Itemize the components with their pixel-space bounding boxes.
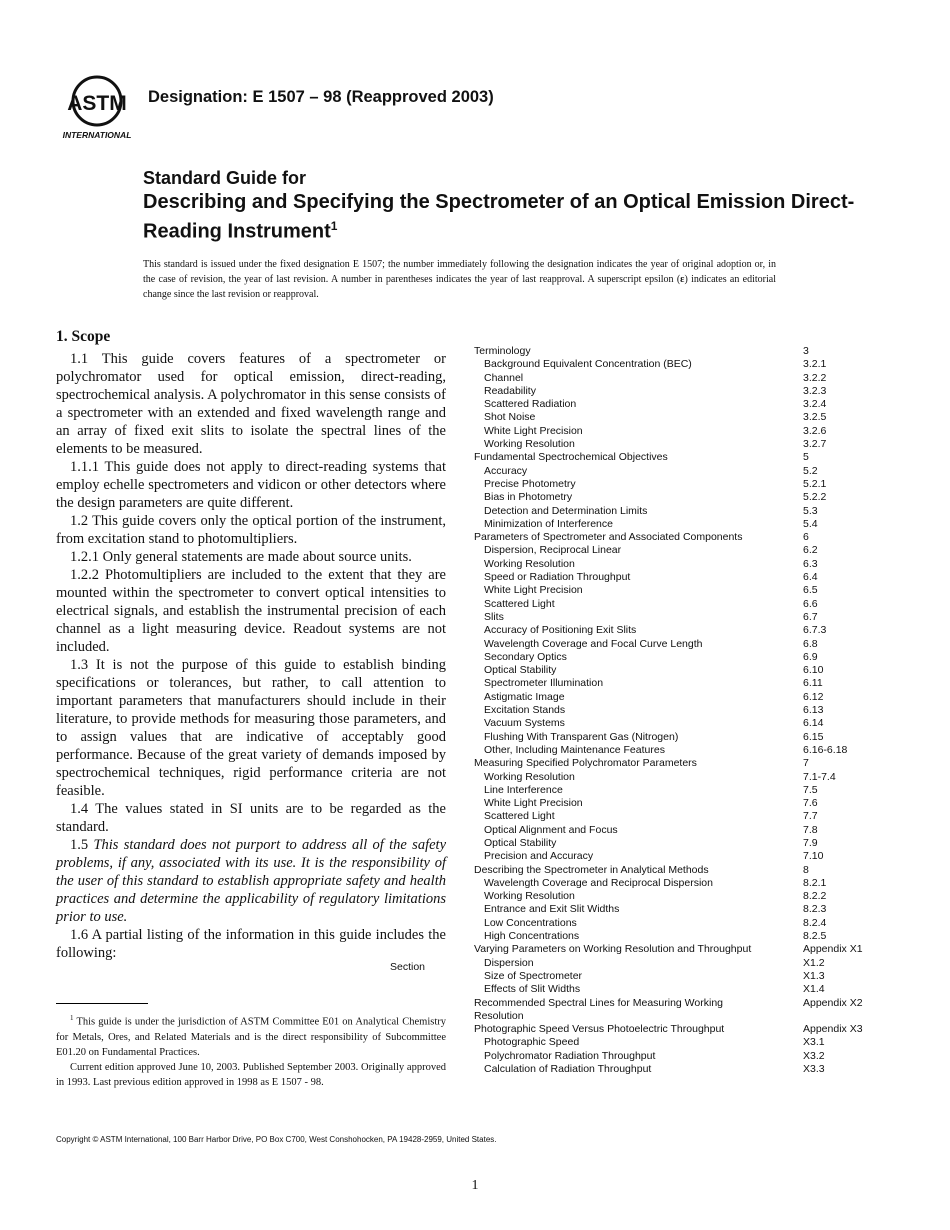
toc-label: Scattered Radiation [484,398,577,411]
toc-row [474,917,874,930]
toc-row [474,425,874,438]
toc-label: Working Resolution [484,557,575,570]
toc-section-number: 6.12 [803,690,824,703]
toc-label: Photographic Speed Versus Photoelectric Throughput [474,1023,725,1036]
toc-label: Scattered Light [484,810,555,823]
toc-label: Minimization of Interference [484,517,613,530]
toc-row [474,571,874,584]
toc-row [474,877,874,890]
toc-section-number: 8.2.4 [803,916,827,929]
toc-section-number: 6.14 [803,717,824,730]
toc-section-number: 6.7 [803,610,818,623]
issuance-note [143,257,776,302]
toc-label: Size of Spectrometer [484,969,583,982]
toc-section-number: 6.8 [803,637,818,650]
toc-section-number: 6.9 [803,650,818,663]
toc-section-number: 6.11 [803,677,823,690]
toc-label: Optical Alignment and Focus [484,823,618,836]
toc-label: Speed or Radiation Throughput [484,571,631,584]
toc-row [474,903,874,916]
toc-label: Entrance and Exit Slit Widths [484,903,620,916]
toc-section-number: 6.15 [803,730,824,743]
toc-section-number: Appendix X1 [803,943,863,956]
toc-row [474,930,874,943]
toc-section-number: 3.2.5 [803,411,827,424]
toc-label: Vacuum Systems [484,717,565,730]
toc-section-number: 7.1-7.4 [803,770,836,783]
svg-text:ASTM: ASTM [67,92,127,115]
toc-row [474,797,874,810]
toc-section-number: 7.7 [803,810,818,823]
toc-section-number: 6.13 [803,704,824,717]
toc-section-number: 3.2.1 [803,358,827,371]
toc-label: Astigmatic Image [484,690,565,703]
toc-label: Low Concentrations [484,916,577,929]
toc-row [474,810,874,823]
toc-row [474,957,874,970]
toc-section-number: Appendix X3 [803,1023,863,1036]
toc-label: Working Resolution [484,770,575,783]
toc-section-number: X1.4 [803,983,825,996]
toc-label: Fundamental Spectrochemical Objectives [474,451,668,464]
title-footnote-mark: 1 [330,219,338,233]
toc-row [474,358,874,371]
toc-section-number: 5.2 [803,464,818,477]
toc-row [474,651,874,664]
toc-section-number: 3.2.7 [803,438,827,451]
title-main [143,190,863,244]
toc-section-number: 5.3 [803,504,818,517]
footnotes [56,1011,446,1090]
scope-paragraph: 1.4 The values stated in SI units are to be regarded as the standard. [56,801,446,835]
toc-section-number: 8.2.3 [803,903,827,916]
toc-row [474,664,874,677]
toc-label: Shot Noise [484,411,536,424]
toc-label: Other, Including Maintenance Features [484,743,665,756]
toc-label: Working Resolution [484,890,575,903]
toc-section-number: 7 [803,757,809,770]
toc-row [474,451,874,464]
toc-label: White Light Precision [484,424,583,437]
toc-row [474,544,874,557]
toc-label: Detection and Determination Limits [484,504,648,517]
toc-label: Excitation Stands [484,704,566,717]
toc-section-number: 3.2.3 [803,384,827,397]
footnote-mark: 1 [70,1014,74,1022]
toc-section-number: 3.2.6 [803,424,827,437]
toc-label: Effects of Slit Widths [484,983,581,996]
astm-international-logo [57,74,137,142]
scope-paragraph: 1.3 It is not the purpose of this guide to establish binding specifications or tolerances, but rather, to call attention to important parameters that manufacturers should include in their literature, to provide methods for measuring those parameters, and to assign values that are indicative of acceptably good performance. Because of the great variety of demands imposed by spectrochemical techniques, rigid performance criteria are not feasible. [56,657,446,799]
toc-row [474,558,874,571]
toc-row [474,850,874,863]
toc-label: Slits [484,610,504,623]
toc-label: Precise Photometry [484,477,576,490]
toc-row [474,1023,874,1036]
toc-row [474,584,874,597]
toc-label: Photographic Speed [484,1036,580,1049]
toc-row [474,943,874,956]
toc-section-number: 5.4 [803,517,818,530]
toc-label: Spectrometer Illumination [484,677,604,690]
toc-row [474,598,874,611]
toc-row [474,411,874,424]
toc-section-number: 3.2.4 [803,398,827,411]
footnote-text: This guide is under the jurisdiction of ASTM Committee E01 on Analytical Chemistry for Metals, Ores, and Related Materials and is the direct responsibility of Subcommittee E01.20 on Fundamental Practices. [56,1016,446,1058]
toc-row [474,731,874,744]
footnote-divider [56,1003,148,1004]
toc-row [474,744,874,757]
toc-row [474,611,874,624]
toc-row [474,478,874,491]
toc-section-number: X1.2 [803,956,825,969]
toc-row [474,890,874,903]
toc-label: Varying Parameters on Working Resolution and Throughput [474,943,752,956]
toc-label: Secondary Optics [484,650,567,663]
toc-section-number: Appendix X2 [803,996,863,1009]
toc-section-number: X1.3 [803,969,825,982]
toc-section-number: 6.16-6.18 [803,743,848,756]
footnote-1 [56,1011,446,1060]
toc-label: Readability [484,384,536,397]
toc-label: Channel [484,371,524,384]
toc-label: Working Resolution [484,438,575,451]
toc-row [474,837,874,850]
designation: Designation: E 1507 – 98 (Reapproved 2003) [148,88,494,106]
toc-section-number: 6.4 [803,571,818,584]
toc-row [474,1050,874,1063]
toc-section-number: 7.10 [803,850,824,863]
toc-section-number: 6.5 [803,584,818,597]
safety-caveat-text: This standard does not purport to address all of the safety problems, if any, associated with its use. It is the responsibility of the user of this standard to establish appropriate safety and health practices and determine the applicability of regulatory limitations prior to use. [56,837,447,925]
toc-label: White Light Precision [484,584,583,597]
toc-label: Measuring Specified Polychromator Parameters [474,757,697,770]
toc-label: Flushing With Transparent Gas (Nitrogen) [484,730,679,743]
scope-paragraph: 1.2.2 Photomultipliers are included to the extent that they are mounted within the spectrometer to convert optical intensities to electrical signals, and establish the instrumental precision of each channel as a light measuring device. Readout systems are not included. [56,567,446,655]
scope-heading: 1. Scope [56,328,111,345]
toc-label: Calculation of Radiation Throughput [484,1063,652,1076]
page-number: 1 [471,1178,479,1193]
toc-section-number: X3.1 [803,1036,825,1049]
toc-row [474,983,874,996]
toc-row [474,345,874,358]
toc-section-number: 6.6 [803,597,818,610]
toc-label: Terminology [474,345,531,357]
toc-label: Optical Stability [484,836,557,849]
toc-row [474,784,874,797]
toc-section-number: 5.2.1 [803,477,827,490]
toc-row [474,757,874,770]
toc-label: Accuracy [484,464,528,477]
toc-section-number: 5.2.2 [803,491,827,504]
toc-section-number: 8.2.1 [803,876,827,889]
toc-row [474,438,874,451]
toc-section-number: 6.2 [803,544,818,557]
toc-section-number: 6.10 [803,664,824,677]
toc-row [474,465,874,478]
toc-label: Background Equivalent Concentration (BEC) [484,358,692,371]
toc-label: Describing the Spectrometer in Analytical Methods [474,863,709,876]
toc-section-number: 6 [803,531,809,544]
toc-label: Dispersion [484,956,534,969]
scope-paragraph: 1.1 This guide covers features of a spectrometer or polychromator used for optical emission, direct-reading, spectrochemical analysis. A polychromator in this sense consists of a spectrometer with an extended and fixed wavelength range and an array of fixed exit slits to isolate the spectral lines of the elements to be measured. [56,351,446,457]
toc-section-number: 7.9 [803,836,818,849]
scope-paragraph: 1.1.1 This guide does not apply to direct-reading systems that employ echelle spectrometers and vidicon or other detectors where the design parameters are quite different. [56,459,446,511]
toc-section-number: 7.5 [803,783,818,796]
toc-row [474,518,874,531]
toc-row [474,771,874,784]
toc-row [474,970,874,983]
toc-label: Parameters of Spectrometer and Associated Components [474,531,743,544]
toc-section-number: 3.2.2 [803,371,827,384]
toc-label: Optical Stability [484,664,557,677]
toc-label: Recommended Spectral Lines for Measuring Working Resolution [474,996,724,1022]
toc-label: High Concentrations [484,930,580,943]
scope-paragraph: 1.2.1 Only general statements are made about source units. [70,549,412,565]
toc-label: Wavelength Coverage and Focal Curve Length [484,637,703,650]
toc-section-number: 8.2.2 [803,890,827,903]
issuance-text-after: ) indicates an editorial change since the last revision or reapproval. [143,274,776,300]
svg-text:INTERNATIONAL: INTERNATIONAL [62,130,132,140]
toc-row [474,824,874,837]
toc-label: Dispersion, Reciprocal Linear [484,544,622,557]
toc-row [474,505,874,518]
toc-section-number: 6.3 [803,557,818,570]
toc-section-number: 5 [803,451,809,464]
toc-section-column-header: Section [390,961,426,973]
title-block [143,167,863,244]
toc-row [474,997,874,1024]
toc-row [474,624,874,637]
toc-section-number: 7.6 [803,797,818,810]
toc-row [474,491,874,504]
toc-label: Wavelength Coverage and Reciprocal Dispersion [484,876,713,889]
toc-label: Accuracy of Positioning Exit Slits [484,624,637,637]
issuance-text-before: This standard is issued under the fixed designation E 1507; the number immediately following the designation indicates the year of original adoption or, in the case of revision, the year of last revision. A number in parentheses indicates the year of last reapproval. A superscript epsilon ( [143,259,776,285]
toc-row [474,717,874,730]
toc-row [474,398,874,411]
title-main-text: Describing and Specifying the Spectrometer of an Optical Emission Direct-Reading Instrument [143,191,855,243]
toc-section-number: 6.7.3 [803,624,827,637]
toc-section-number: 3 [803,345,809,357]
toc-label: Polychromator Radiation Throughput [484,1049,656,1062]
toc-row [474,677,874,690]
toc-row [474,1063,874,1076]
toc-row [474,638,874,651]
toc-section-number: 8.2.5 [803,930,827,943]
safety-caveat-paragraph [56,836,446,926]
toc-row [474,531,874,544]
scope-section [56,328,446,962]
toc-label: Precision and Accuracy [484,850,594,863]
toc-section-number: X3.3 [803,1063,825,1076]
toc-label: Bias in Photometry [484,491,573,504]
toc-row [474,704,874,717]
toc-section-number: X3.2 [803,1049,825,1062]
toc-row [474,1036,874,1049]
epsilon-symbol: ε [680,274,685,285]
scope-paragraph: 1.6 A partial listing of the information in this guide includes the following: [56,927,446,961]
toc-section-number: 7.8 [803,823,818,836]
toc-section-number: 8 [803,863,809,876]
toc-label: Line Interference [484,783,563,796]
toc-label: Scattered Light [484,597,555,610]
scope-paragraph: 1.2 This guide covers only the optical portion of the instrument, from excitation stand to photomultipliers. [56,513,446,547]
toc-row [474,372,874,385]
copyright-notice: Copyright © ASTM International, 100 Barr Harbor Drive, PO Box C700, West Conshohocken, PA 19428-2959, United States. [56,1135,497,1144]
toc-row [474,691,874,704]
title-prefix: Standard Guide for [143,168,307,188]
footnote-2: Current edition approved June 10, 2003. Published September 2003. Originally approved in 1993. Last previous edition approved in 1998 as E 1507 - 98. [56,1061,446,1088]
toc-label: White Light Precision [484,797,583,810]
toc-row [474,385,874,398]
safety-paragraph-number: 1.5 [70,837,89,853]
contents-listing [474,345,874,1076]
toc-row [474,864,874,877]
